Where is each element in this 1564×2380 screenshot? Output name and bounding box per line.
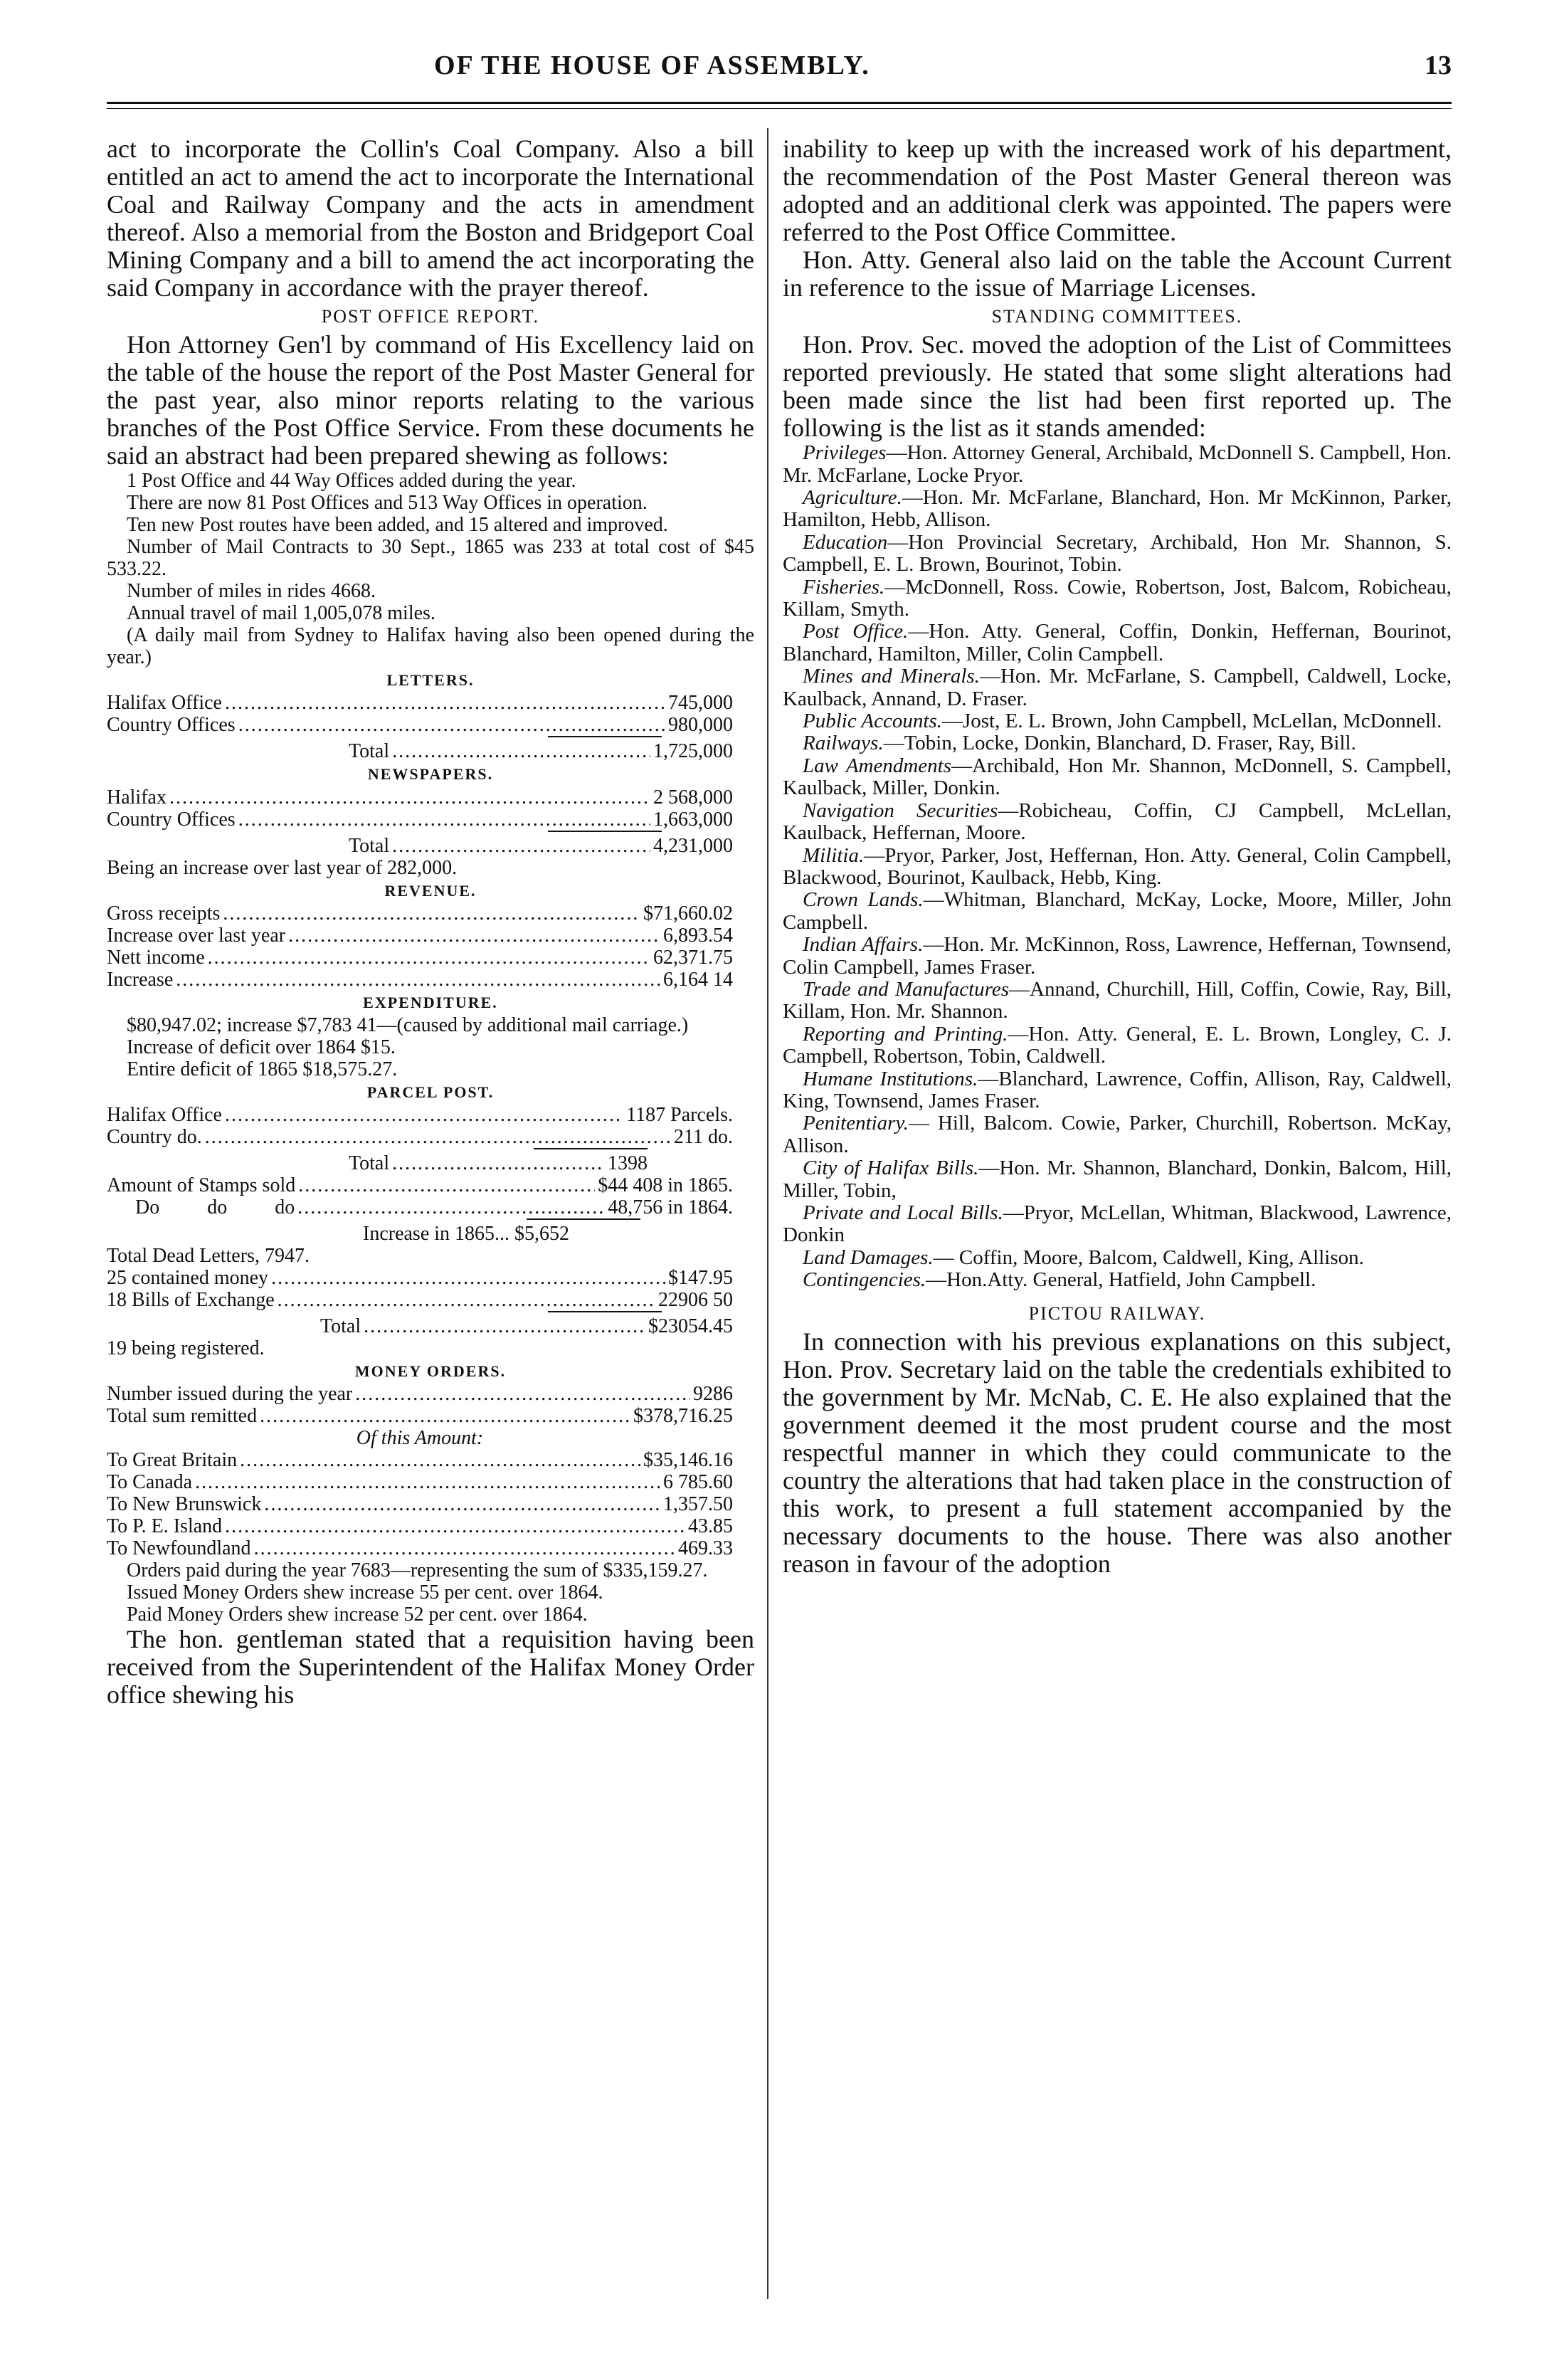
committee-members: —Hon. Attorney General, Archibald, McDonnell S. Campbell, Hon. Mr. McFarlane, Locke Pryor. xyxy=(783,441,1452,487)
statement: Total Dead Letters, 7947. xyxy=(107,1245,310,1268)
committee-members: —Hon. Mr. McFarlane, Blanchard, Hon. Mr McKinnon, Parker, Hamilton, Hebb, Allison. xyxy=(783,486,1452,532)
committee-name: Penitentiary. xyxy=(803,1112,909,1135)
committee-members: —Blanchard, Lawrence, Coffin, Allison, Ray, Caldwell, King, Townsend, James Fraser. xyxy=(783,1067,1452,1112)
statement: Orders paid during the year 7683—representing the sum of $335,159.27. xyxy=(127,1559,708,1582)
statement: Being an increase over last year of 282,000. xyxy=(107,856,458,879)
committee-entry xyxy=(783,800,1452,845)
money-orders-table xyxy=(107,1383,733,1559)
statement: Paid Money Orders shew increase 52 per cent. over 1864. xyxy=(127,1604,588,1626)
subsection-heading: REVENUE. xyxy=(384,881,477,900)
subsection-heading: NEWSPAPERS. xyxy=(367,765,494,784)
committee-name: Private and Local Bills. xyxy=(803,1201,1003,1225)
committee-entry xyxy=(783,442,1452,487)
paragraph: act to incorporate the Collin's Coal Company. Also a bill entitled an act to amend the act to incorporate the International Coal and Railway Company and the acts in amendment thereof. Also a memorial from the Boston and Bridgeport Coal Mining Company and a bill to amend the act incorporating the said Company in accordance with the prayer thereof. xyxy=(107,135,754,302)
committee-members: —McDonnell, Ross. Cowie, Robertson, Jost, Balcom, Robicheau, Killam, Smyth. xyxy=(783,575,1452,621)
page-number: 13 xyxy=(1425,51,1452,80)
committee-members: —Archibald, Hon Mr. Shannon, McDonnell, S. Campbell, Kaulback, Miller, Donkin. xyxy=(783,754,1452,800)
table-row: Increase ..... 6,164 14 xyxy=(107,969,733,991)
committee-entry xyxy=(783,532,1452,576)
section-heading: PICTOU RAILWAY. xyxy=(1028,1302,1206,1324)
paragraph: Hon. Prov. Sec. moved the adoption of the List of Committees reported previously. He stated that some slight alterations had been made since the list had been first reported up. The following is the list as it stands amended: xyxy=(783,330,1452,443)
committee-members: —Hon. Mr. Shannon, Blanchard, Donkin, Balcom, Hill, Miller, Tobin, xyxy=(783,1157,1452,1202)
committee-members: —Whitman, Blanchard, McKay, Locke, Moore, Miller, John Campbell. xyxy=(783,888,1452,934)
committee-name: Agriculture. xyxy=(803,486,902,510)
section-heading: POST OFFICE REPORT. xyxy=(321,306,540,327)
table-row: Halifax Office ..... 1187 Parcels. xyxy=(107,1104,733,1126)
table-row: Amount of Stamps sold ..... $44 408 in 1865. xyxy=(107,1174,733,1196)
committee-name: Navigation Securities xyxy=(803,799,998,822)
committee-entry xyxy=(783,1023,1452,1068)
statement: 1 Post Office and 44 Way Offices added during the year. xyxy=(127,470,576,493)
running-title: OF THE HOUSE OF ASSEMBLY. xyxy=(434,51,870,80)
table-row: To New Brunswick ..... 1,357.50 xyxy=(107,1493,733,1515)
statement: (A daily mail from Sydney to Halifax having also been opened during the year.) xyxy=(107,624,754,669)
committee-name: Railways. xyxy=(803,732,884,755)
right-column xyxy=(783,135,1452,1578)
paragraph: In connection with his previous explanations on this subject, Hon. Prov. Secretary laid on the table the credentials exhibited to the government by Mr. McNab, C. E. He also explained that the government deemed it the most prudent course and the most respectful manner in which they could communicate to the country the alterations that had taken place in the construction of this work, to present a full statement accompanied by the necessary documents to the house. There was also another reason in favour of the adoption xyxy=(783,1327,1452,1578)
committee-members: — Coffin, Moore, Balcom, Caldwell, King, Allison. xyxy=(933,1246,1364,1269)
table-row: Country do. ..... 211 do. xyxy=(107,1126,733,1148)
committee-entry xyxy=(783,1269,1452,1291)
committee-entry xyxy=(783,1112,1452,1157)
committee-name: City of Halifax Bills. xyxy=(803,1157,979,1180)
committee-entry xyxy=(783,979,1452,1023)
committee-entry xyxy=(783,710,1452,732)
committee-name: Crown Lands. xyxy=(803,888,924,912)
committee-name: Trade and Manufactures xyxy=(803,977,1010,1001)
committee-members: —Hon. Atty. General, Coffin, Donkin, Heffernan, Bourinot, Blanchard, Hamilton, Miller, Colin Campbell. xyxy=(783,620,1452,665)
committee-entry xyxy=(783,621,1452,665)
committee-entry xyxy=(783,665,1452,710)
committee-name: Indian Affairs. xyxy=(803,933,924,957)
table-row: Country Offices ..... 980,000 xyxy=(107,714,733,736)
subsection-heading: PARCEL POST. xyxy=(366,1083,495,1102)
committee-members: —Hon. Mr. McKinnon, Ross, Lawrence, Heffernan, Townsend, Colin Campbell, James Fraser. xyxy=(783,933,1452,979)
total-row: Total ..... 4,231,000 xyxy=(107,835,733,857)
committee-entry xyxy=(783,1247,1452,1269)
committee-entry xyxy=(783,889,1452,934)
committee-members: —Pryor, Parker, Jost, Heffernan, Hon. Atty. General, Colin Campbell, Blackwood, Bourinot, Kaulback, Hebb, King. xyxy=(783,843,1452,889)
committee-members: —Robicheau, Coffin, CJ Campbell, McLellan, Kaulback, Heffernan, Moore. xyxy=(783,799,1452,845)
committee-members: — Hill, Balcom. Cowie, Parker, Churchill, Robertson. McKay, Allison. xyxy=(783,1112,1452,1157)
table-row: Country Offices ..... 1,663,000 xyxy=(107,809,733,831)
letters-table xyxy=(107,692,733,762)
subsection-heading: MONEY ORDERS. xyxy=(354,1362,507,1381)
committee-members: —Hon. Mr. McFarlane, S. Campbell, Caldwell, Locke, Kaulback, Annand, D. Fraser. xyxy=(783,665,1452,710)
committee-entry xyxy=(783,1068,1452,1113)
dead-letters-table xyxy=(107,1267,733,1337)
statement: Issued Money Orders shew increase 55 per cent. over 1864. xyxy=(127,1581,603,1604)
committee-name: Mines and Minerals. xyxy=(803,665,980,688)
statement: Increase in 1865... $5,652 xyxy=(363,1223,570,1246)
statement: Number of Mail Contracts to 30 Sept., 1865 was 233 at total cost of $45 533.22. xyxy=(107,536,754,581)
table-row: To Great Britain ..... $35,146.16 xyxy=(107,1449,733,1471)
total-row: Total ..... 1,725,000 xyxy=(107,740,733,762)
paragraph: inability to keep up with the increased work of his department, the recommendation of the Post Master General thereon was adopted and an additional clerk was appointed. The papers were referred to the Post Office Committee. xyxy=(783,135,1452,246)
subsection-heading: LETTERS. xyxy=(386,671,475,690)
table-row: Increase over last year ..... 6,893.54 xyxy=(107,925,733,947)
revenue-table xyxy=(107,902,733,991)
committee-members: —Hon Provincial Secretary, Archibald, Hon Mr. Shannon, S. Campbell, E. L. Brown, Bourinot, Tobin. xyxy=(783,530,1452,576)
committee-members: —Hon. Atty. General, E. L. Brown, Longley, C. J. Campbell, Robertson, Tobin, Caldwell. xyxy=(783,1022,1452,1068)
subsection-heading: EXPENDITURE. xyxy=(363,993,498,1011)
table-row: Gross receipts ..... $71,660.02 xyxy=(107,902,733,925)
committee-entry xyxy=(783,576,1452,621)
statement: There are now 81 Post Offices and 513 Way Offices in operation. xyxy=(127,492,648,515)
paragraph: Hon. Atty. General also laid on the table the Account Current in reference to the issue of Marriage Licenses. xyxy=(783,246,1452,302)
column-divider xyxy=(767,128,768,2299)
header-rule xyxy=(107,102,1452,104)
committee-name: Public Accounts. xyxy=(803,710,942,733)
table-row: Halifax Office ..... 745,000 xyxy=(107,692,733,714)
committee-entry xyxy=(783,755,1452,800)
table-row: Nett income ..... 62,371.75 xyxy=(107,947,733,969)
statement: 19 being registered. xyxy=(107,1337,265,1360)
newspapers-table xyxy=(107,786,733,857)
committee-entry xyxy=(783,1202,1452,1247)
committee-members: —Pryor, McLellan, Whitman, Blackwood, Lawrence, Donkin xyxy=(783,1201,1452,1247)
table-row: Number issued during the year ..... 9286 xyxy=(107,1383,733,1405)
statement: Entire deficit of 1865 $18,575.27. xyxy=(127,1058,398,1081)
header-rule-thin xyxy=(107,108,1452,109)
statement: Increase of deficit over 1864 $15. xyxy=(127,1036,396,1059)
committee-entry xyxy=(783,1157,1452,1202)
committee-name: Contingencies. xyxy=(803,1268,926,1292)
subheading: Of this Amount: xyxy=(356,1427,484,1450)
committee-name: Reporting and Printing. xyxy=(803,1022,1008,1046)
table-row: Do do do ..... 48,756 in 1864. xyxy=(107,1196,733,1218)
committee-entry xyxy=(783,845,1452,890)
table-row: To Newfoundland ..... 469.33 xyxy=(107,1537,733,1559)
table-row: Halifax ..... 2 568,000 xyxy=(107,786,733,809)
page-header xyxy=(107,50,1452,93)
committee-entry xyxy=(783,487,1452,532)
parcel-table xyxy=(107,1104,733,1245)
table-row: 25 contained money ..... $147.95 xyxy=(107,1267,733,1289)
committee-name: Fisheries. xyxy=(803,575,885,599)
committee-list xyxy=(783,442,1452,1291)
total-row: Total ..... $23054.45 xyxy=(107,1315,733,1337)
section-heading: STANDING COMMITTEES. xyxy=(991,306,1243,327)
statement: Ten new Post routes have been added, and 15 altered and improved. xyxy=(127,514,668,537)
total-row: Total ..... 1398 xyxy=(107,1152,733,1174)
paragraph: The hon. gentleman stated that a requisition having been received from the Superintendent of the Halifax Money Order office shewing his xyxy=(107,1625,754,1710)
committee-members: —Hon.Atty. General, Hatfield, John Campbell. xyxy=(926,1268,1316,1292)
committee-name: Education xyxy=(803,530,888,554)
committee-name: Land Damages. xyxy=(803,1246,934,1269)
committee-name: Privileges xyxy=(803,441,887,465)
committee-members: —Tobin, Locke, Donkin, Blanchard, D. Fraser, Ray, Bill. xyxy=(883,732,1356,755)
committee-name: Humane Institutions. xyxy=(803,1067,978,1090)
statement: Number of miles in rides 4668. xyxy=(127,580,376,603)
committee-members: —Annand, Churchill, Hill, Coffin, Cowie, Ray, Bill, Killam, Hon. Mr. Shannon. xyxy=(783,977,1452,1023)
committee-name: Militia. xyxy=(803,843,865,867)
committee-members: —Jost, E. L. Brown, John Campbell, McLellan, McDonnell. xyxy=(941,710,1442,733)
table-row: To Canada ..... 6 785.60 xyxy=(107,1471,733,1493)
committee-entry xyxy=(783,732,1452,754)
left-column xyxy=(107,135,754,1709)
committee-name: Law Amendments xyxy=(803,754,952,777)
statement: Annual travel of mail 1,005,078 miles. xyxy=(127,602,435,625)
table-row: Total sum remitted ..... $378,716.25 xyxy=(107,1405,733,1427)
committee-entry xyxy=(783,934,1452,979)
committee-name: Post Office. xyxy=(803,620,909,643)
statement: $80,947.02; increase $7,783 41—(caused by additional mail carriage.) xyxy=(127,1014,689,1037)
table-row: To P. E. Island ..... 43.85 xyxy=(107,1515,733,1537)
paragraph: Hon Attorney Gen'l by command of His Excellency laid on the table of the house the report of the Post Master General for the past year, also minor reports relating to the various branches of the Post Office Service. From these documents he said an abstract had been prepared shewing as follows: xyxy=(107,330,754,470)
table-row: 18 Bills of Exchange ..... 22906 50 xyxy=(107,1289,733,1311)
